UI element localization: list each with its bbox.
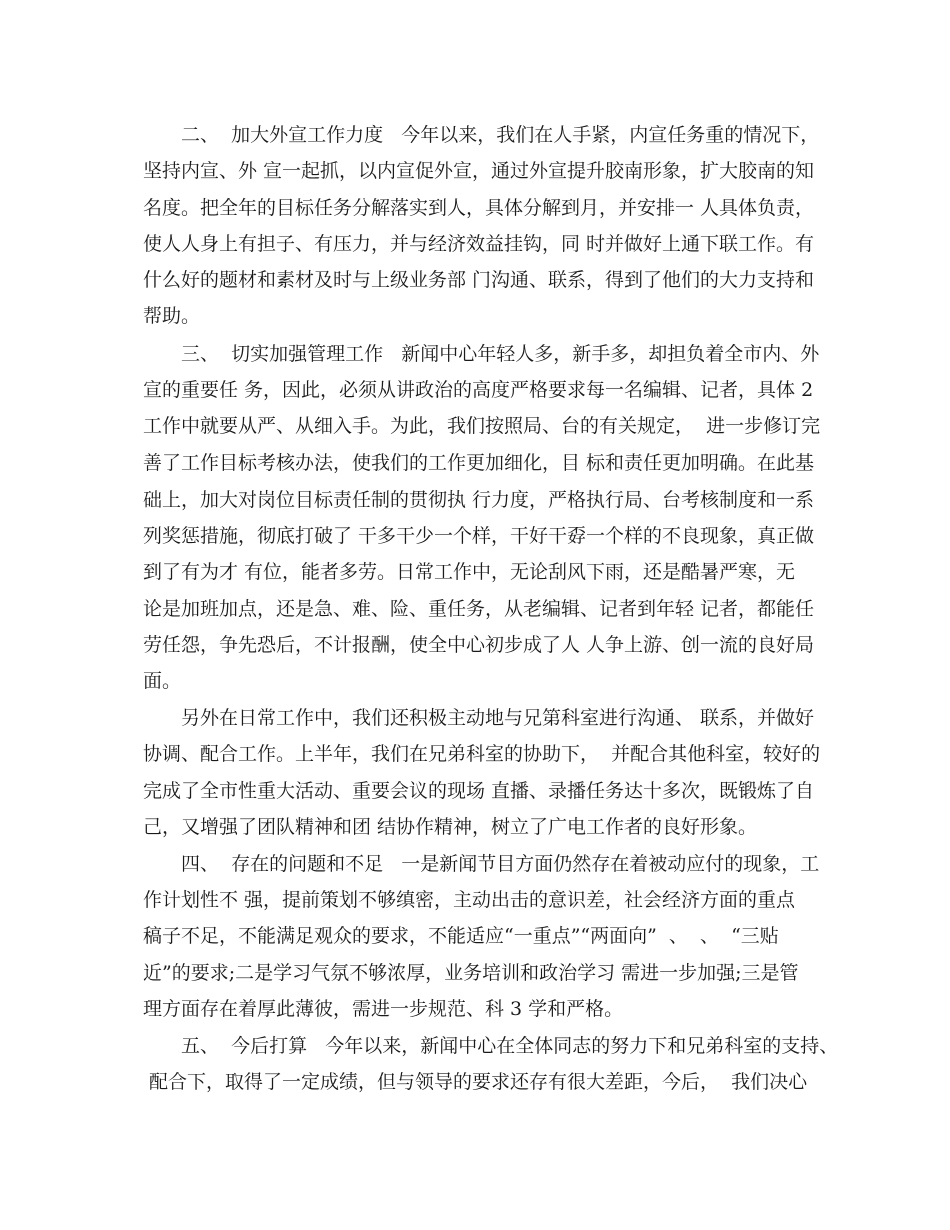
- text-line: 配合下，取得了一定成绩，但与领导的要求还存有很大差距，今后， 我们决心: [143, 1071, 808, 1093]
- text-line: 工作中就要从严、从细入手。为此，我们按照局、台的有关规定， 进一步修订完: [143, 415, 821, 437]
- text-line: 宣的重要任 务，因此，必须从讲政治的高度严格要求每一名编辑、记者，具体 2: [143, 379, 814, 401]
- text-line: 列奖惩措施，彻底打破了 干多干少一个样，干好干孬一个样的不良现象，真正做: [143, 525, 815, 547]
- text-line: 什么好的题材和素材及时与上级业务部 门沟通、联系，得到了他们的大力支持和: [143, 269, 815, 291]
- text-line: 论是加班加点，还是急、难、险、重任务，从老编辑、记者到年轻 记者，都能任: [143, 598, 815, 620]
- text-line: 另外在日常工作中，我们还积极主动地与兄第科室进行沟通、 联系，并做好: [181, 707, 815, 729]
- text-line: 坚持内宣、外 宣一起抓，以内宣促外宣，通过外宣提升胶南形象，扩大胶南的知: [143, 160, 815, 182]
- text-line: 名度。把全年的目标任务分解落实到人，具体分解到月，并安排一 人具体负责，: [143, 197, 815, 219]
- text-line: 作计划性不 强，提前策划不够缜密，主动出击的意识差，社会经济方面的重点: [143, 889, 796, 911]
- text-line: 三、 切实加强管理工作 新闻中心年轻人多，新手多，却担负着全市内、外: [181, 343, 820, 365]
- text-line: 五、 今后打算 今年以来，新闻中心在全体同志的努力下和兄弟科室的支持、: [181, 1035, 839, 1057]
- text-line: 理方面存在着厚此薄彼，需进一步规范、科 3 学和严格。: [143, 998, 624, 1020]
- text-line: 使人人身上有担子、有压力，并与经济效益挂钩，同 时并做好上通下联工作。有: [143, 233, 815, 255]
- text-line: 四、 存在的问题和不足 一是新闻节目方面仍然存在着被动应付的现象，工: [181, 853, 820, 875]
- text-line: 帮助。: [143, 305, 201, 327]
- text-line: 到了有为才 有位，能者多劳。日常工作中，无论刮风下雨，还是酷暑严寒，无: [143, 561, 796, 583]
- text-line: 二、 加大外宣工作力度 今年以来，我们在人手紧，内宣任务重的情况下，: [181, 124, 820, 146]
- text-line: 完成了全市性重大活动、重要会议的现场 直播、录播任务达十多次，既锻炼了自: [143, 780, 815, 802]
- text-line: 础上，加大对岗位目标责任制的贯彻执 行力度，严格执行局、台考核制度和一系: [143, 489, 815, 511]
- text-line: 面。: [143, 670, 182, 692]
- text-line: 近”的要求;二是学习气氛不够浓厚，业务培训和政治学习 需进一步加强;三是管: [143, 962, 799, 984]
- text-line: 己，又增强了团队精神和团 结协作精神，树立了广电工作者的良好形象。: [143, 816, 758, 838]
- text-line: 稿子不足，不能满足观众的要求，不能适应“一重点”“两面向” 、 、 “三贴: [143, 925, 779, 947]
- text-line: 劳任怨，争先恐后，不计报酬，使全中心初步成了人 人争上游、创一流的良好局: [143, 634, 815, 656]
- text-line: 协调、配合工作。上半年，我们在兄弟科室的协助下， 并配合其他科室，较好的: [143, 743, 821, 765]
- text-line: 善了工作目标考核办法，使我们的工作更加细化，目 标和责任更加明确。在此基: [143, 452, 815, 474]
